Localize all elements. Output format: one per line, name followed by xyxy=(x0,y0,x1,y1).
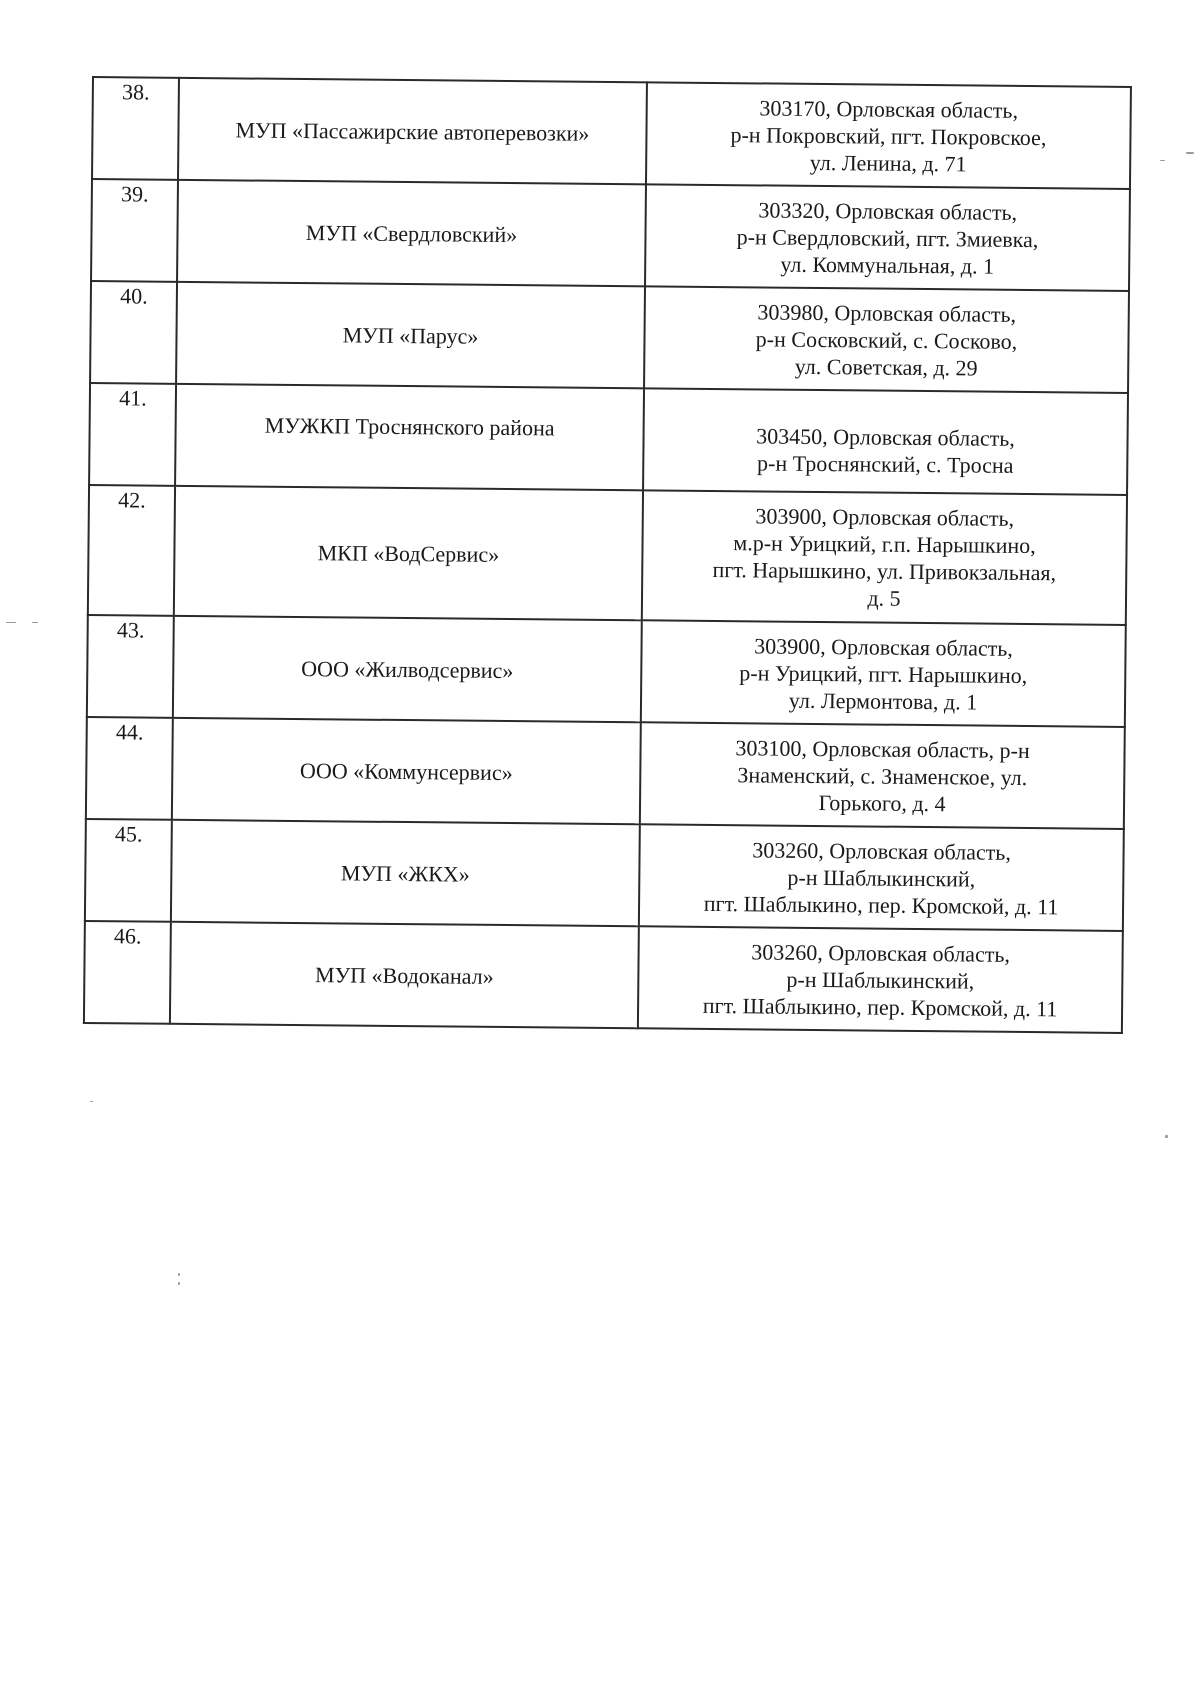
table-row xyxy=(92,77,1131,189)
row-number: 39. xyxy=(91,179,178,282)
organization-name: МКП «ВодСервис» xyxy=(174,486,643,620)
organization-address xyxy=(642,490,1127,625)
organization-address xyxy=(638,926,1123,1033)
address-line: р-н Троснянский, с. Тросна xyxy=(756,450,1014,478)
scan-speck xyxy=(178,1282,180,1285)
address-line: р-н Покровский, пгт. Покровское, xyxy=(730,121,1047,150)
address-line: пгт. Шаблыкино, пер. Кромской, д. 11 xyxy=(702,992,1058,1021)
address-line: р-н Свердловский, пгт. Змиевка, xyxy=(736,223,1039,252)
row-number: 41. xyxy=(89,383,176,486)
address-line: 303260, Орловская область, xyxy=(752,836,1012,865)
organization-address xyxy=(646,82,1131,189)
address-line: 303900, Орловская область, xyxy=(754,632,1013,661)
row-number: 43. xyxy=(87,615,174,718)
scan-speck xyxy=(32,622,38,623)
organization-address xyxy=(644,286,1129,393)
address-line: Горького, д. 4 xyxy=(818,789,946,816)
organization-address xyxy=(639,824,1124,931)
address-line: 303320, Орловская область, xyxy=(758,196,1018,225)
scan-speck xyxy=(90,1101,93,1102)
row-number: 38. xyxy=(92,77,179,180)
address-line: пгт. Нарышкино, ул. Привокзальная, xyxy=(712,556,1057,586)
organization-name: МУП «ЖКХ» xyxy=(171,820,640,926)
address-line: 303450, Орловская область, xyxy=(756,423,1015,451)
organization-address xyxy=(643,388,1128,495)
scan-speck xyxy=(1160,160,1165,161)
organization-address xyxy=(641,620,1126,727)
organization-address xyxy=(645,184,1130,291)
address-line: р-н Урицкий, пгт. Нарышкино, xyxy=(739,659,1028,688)
row-number: 46. xyxy=(84,921,171,1024)
table-row xyxy=(85,819,1124,931)
organization-name: ООО «Жилводсервис» xyxy=(173,616,642,722)
row-number: 42. xyxy=(88,485,175,616)
address-line: р-н Шаблыкинский, xyxy=(786,966,975,994)
address-line: ул. Советская, д. 29 xyxy=(794,353,978,381)
table-row xyxy=(86,717,1125,829)
address-line: пгт. Шаблыкино, пер. Кромской, д. 11 xyxy=(703,890,1059,919)
address-line: Знаменский, с. Знаменское, ул. xyxy=(737,761,1028,790)
organization-name: МУП «Парус» xyxy=(176,282,645,388)
registry-table xyxy=(83,76,1132,1034)
address-line: м.р-н Урицкий, г.п. Нарышкино, xyxy=(733,530,1036,559)
organization-name: МУП «Свердловский» xyxy=(177,180,646,286)
row-number: 40. xyxy=(90,281,177,384)
address-line: 303900, Орловская область, xyxy=(755,503,1015,531)
address-line: р-н Шаблыкинский, xyxy=(787,864,976,892)
scan-speck xyxy=(1165,1135,1168,1138)
scan-speck xyxy=(1186,152,1194,154)
table-row xyxy=(88,485,1127,625)
registry-table-wrapper xyxy=(83,76,1132,1034)
row-number: 44. xyxy=(86,717,173,820)
table-row xyxy=(87,615,1126,727)
address-line: ул. Ленина, д. 71 xyxy=(809,149,967,176)
organization-name: МУП «Водоканал» xyxy=(170,922,639,1028)
table-row xyxy=(91,179,1130,291)
address-line: ул. Коммунальная, д. 1 xyxy=(780,251,995,279)
address-line: ул. Лермонтова, д. 1 xyxy=(788,687,978,715)
address-line: р-н Сосковский, с. Сосково, xyxy=(755,325,1018,354)
address-line: д. 5 xyxy=(867,585,901,611)
table-row xyxy=(89,383,1128,495)
organization-name: МУЖКП Троснянского района xyxy=(175,384,644,490)
organization-name: МУП «Пассажирские автоперевозки» xyxy=(178,78,647,184)
address-line: 303100, Орловская область, р-н xyxy=(735,734,1030,763)
scan-speck xyxy=(178,1273,180,1276)
organization-address xyxy=(640,722,1125,829)
row-number: 45. xyxy=(85,819,172,922)
organization-name: ООО «Коммунсервис» xyxy=(172,718,641,824)
address-line: 303260, Орловская область, xyxy=(751,938,1011,967)
table-row xyxy=(84,921,1123,1033)
scan-speck xyxy=(6,622,16,623)
address-line: 303170, Орловская область, xyxy=(759,94,1019,123)
address-line: 303980, Орловская область, xyxy=(757,298,1017,327)
table-row xyxy=(90,281,1129,393)
